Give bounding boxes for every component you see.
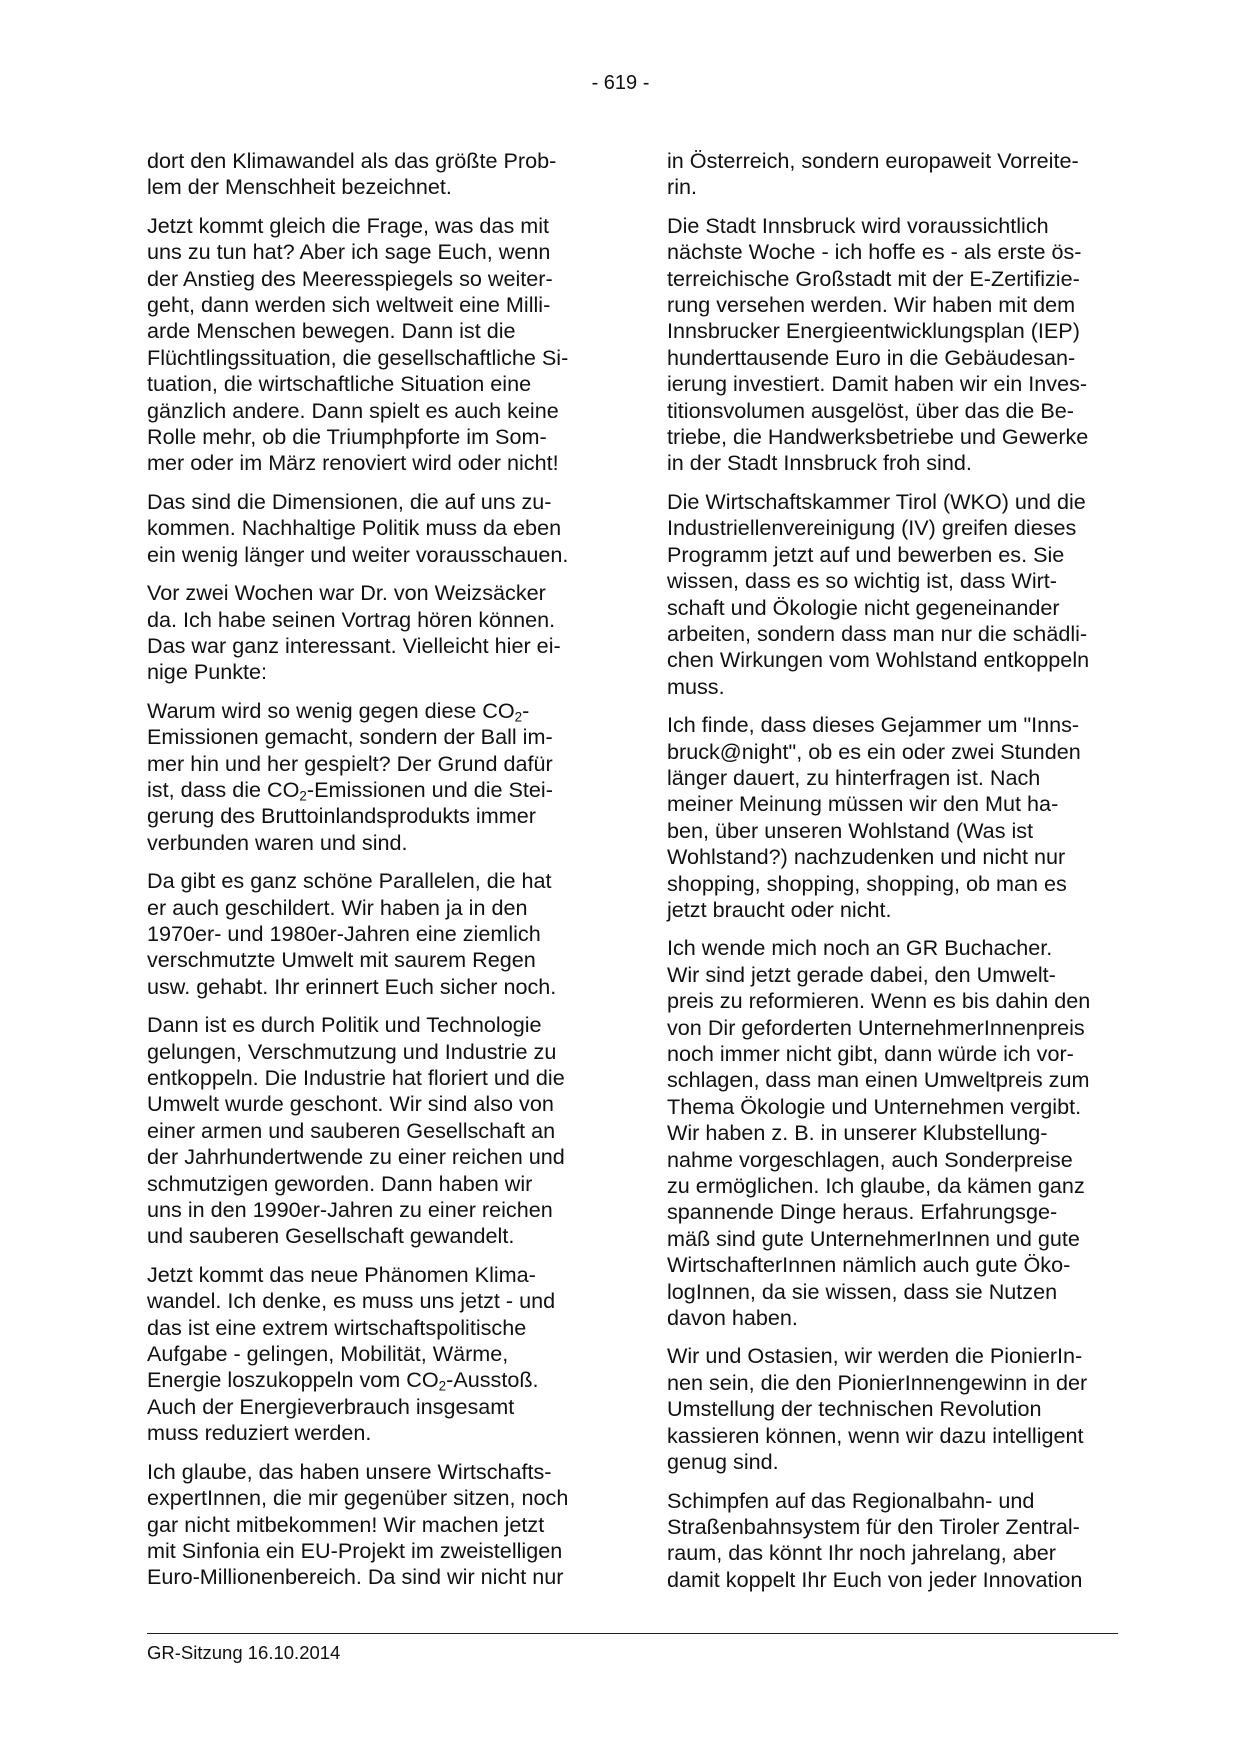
paragraph: Vor zwei Wochen war Dr. von Weizsäcker da. Ich habe seinen Vortrag hören können. Das war ganz interessant. Vielleicht hier ei- nige Punkte: <box>147 580 561 685</box>
paragraph: Jetzt kommt gleich die Frage, was das mit uns zu tun hat? Aber ich sage Euch, wenn der Anstieg des Meeresspiegels so weiter- geht, dann werden sich weltweit eine Milli- arde Menschen bewegen. Dann ist die Flüchtlingssituation, die gesellschaftliche Si- tuation, die wirtschaftliche Situation eine gänzlich andere. Dann spielt es auch keine Rolle mehr, ob die Triumphpforte im Som- mer oder im März renoviert wird oder nicht! <box>147 212 569 476</box>
paragraph: Jetzt kommt das neue Phänomen Klima- wandel. Ich denke, es muss uns jetzt - und das ist eine extrem wirtschaftspolitische Aufgabe - gelingen, Mobilität, Wärme, Energie loszukoppeln vom $CO_2$-Ausstoß. Auch der Energieverbrauch insgesamt muss reduziert werden. <box>147 1261 556 1446</box>
paragraph: Wir und Ostasien, wir werden die PionierIn- nen sein, die den PionierInnengewinn in der Umstellung der technischen Revolution kassieren können, wenn wir dazu intelligent genug sind. <box>667 1343 1088 1475</box>
paragraph: Ich wende mich noch an GR Buchacher. Wir sind jetzt gerade dabei, den Umwelt- preis zu reformieren. Wenn es bis dahin den von Dir geforderten UnternehmerInnenpreis noch immer nicht gibt, dann würde ich vor- schlagen, dass man einen Umweltpreis zum Thema Ökologie und Unternehmen vergibt. Wir haben z. B. in unserer Klubstellung- nahme vorgeschlagen, auch Sonderpreise zu ermöglichen. Ich glaube, da kämen ganz spannende Dinge heraus. Erfahrungsge- mäß sind gute UnternehmerInnen und gute WirtschafterInnen nämlich auch gute Öko- logInnen, da sie wissen, dass sie Nutzen davon haben. <box>667 935 1091 1331</box>
paragraph: in Österreich, sondern europaweit Vorreite- rin. <box>667 148 1079 200</box>
left-text-column <box>147 148 607 1603</box>
paragraph: Die Wirtschaftskammer Tirol (WKO) und die Industriellenvereinigung (IV) greifen dieses Programm jetzt auf und bewerben es. Sie wissen, dass es so wichtig ist, dass Wirt- schaft und Ökologie nicht gegeneinander arbeiten, sondern dass man nur die schädli- chen Wirkungen vom Wohlstand entkoppeln muss. <box>667 488 1090 699</box>
paragraph: dort den Klimawandel als das größte Prob- lem der Menschheit bezeichnet. <box>147 148 557 200</box>
paragraph: Die Stadt Innsbruck wird voraussichtlich nächste Woche - ich hoffe es - als erste ös- terreichische Großstadt mit der E-Zertifizie- rung versehen werden. Wir haben mit dem Innsbrucker Energieentwicklungsplan (IEP) hunderttausende Euro in die Gebäudesan- ierung investiert. Damit haben wir ein Inves- titionsvolumen ausgelöst, über das die Be- triebe, die Handwerksbetriebe und Gewerke in der Stadt Innsbruck froh sind. <box>667 212 1089 476</box>
paragraph: Dann ist es durch Politik und Technologie gelungen, Verschmutzung und Industrie zu entkoppeln. Die Industrie hat floriert und die Umwelt wurde geschont. Wir sind also von einer armen und sauberen Gesellschaft an der Jahrhundertwende zu einer reichen und schmutzigen geworden. Dann haben wir uns in den 1990er-Jahren zu einer reichen und sauberen Gesellschaft gewandelt. <box>147 1012 565 1249</box>
right-text-column <box>667 148 1127 1605</box>
paragraph: Schimpfen auf das Regionalbahn- und Straßenbahnsystem für den Tiroler Zentral- raum, das könnt Ihr noch jahrelang, aber damit koppelt Ihr Euch von jeder Innovation <box>667 1487 1083 1592</box>
paragraph: Ich glaube, das haben unsere Wirtschafts- expertInnen, die mir gegenüber sitzen, noch gar nicht mitbekommen! Wir machen jetzt mit Sinfonia ein EU-Projekt im zweistelligen Euro-Millionenbereich. Da sind wir nicht nur <box>147 1458 569 1590</box>
paragraph: Ich finde, dass dieses Gejammer um "Inns- bruck@night", ob es ein oder zwei Stunden länger dauert, zu hinterfragen ist. Nach meiner Meinung müssen wir den Mut ha- ben, über unseren Wohlstand (Was ist Wohlstand?) nachzudenken und nicht nur shopping, shopping, shopping, ob man es jetzt braucht oder nicht. <box>667 712 1081 922</box>
paragraph: Warum wird so wenig gegen diese $CO_2-$ Emissionen gemacht, sondern der Ball im- mer hin und her gespielt? Der Grund dafür ist, dass die $CO_2$-Emissionen und die Stei- gerung des Bruttoinlandsprodukts immer verbunden waren und sind. <box>147 697 553 855</box>
footer-divider <box>147 1633 1118 1634</box>
paragraph: Das sind die Dimensionen, die auf uns zu- kommen. Nachhaltige Politik muss da eben ein wenig länger und weiter vorausschauen. <box>147 488 569 567</box>
footer-session-date: GR-Sitzung 16.10.2014 <box>147 1642 341 1663</box>
page-number: - 619 - <box>591 72 650 94</box>
paragraph: Da gibt es ganz schöne Parallelen, die hat er auch geschildert. Wir haben ja in den 1970er- und 1980er-Jahren eine ziemlich verschmutzte Umwelt mit saurem Regen usw. gehabt. Ihr erinnert Euch sicher noch. <box>147 868 557 999</box>
